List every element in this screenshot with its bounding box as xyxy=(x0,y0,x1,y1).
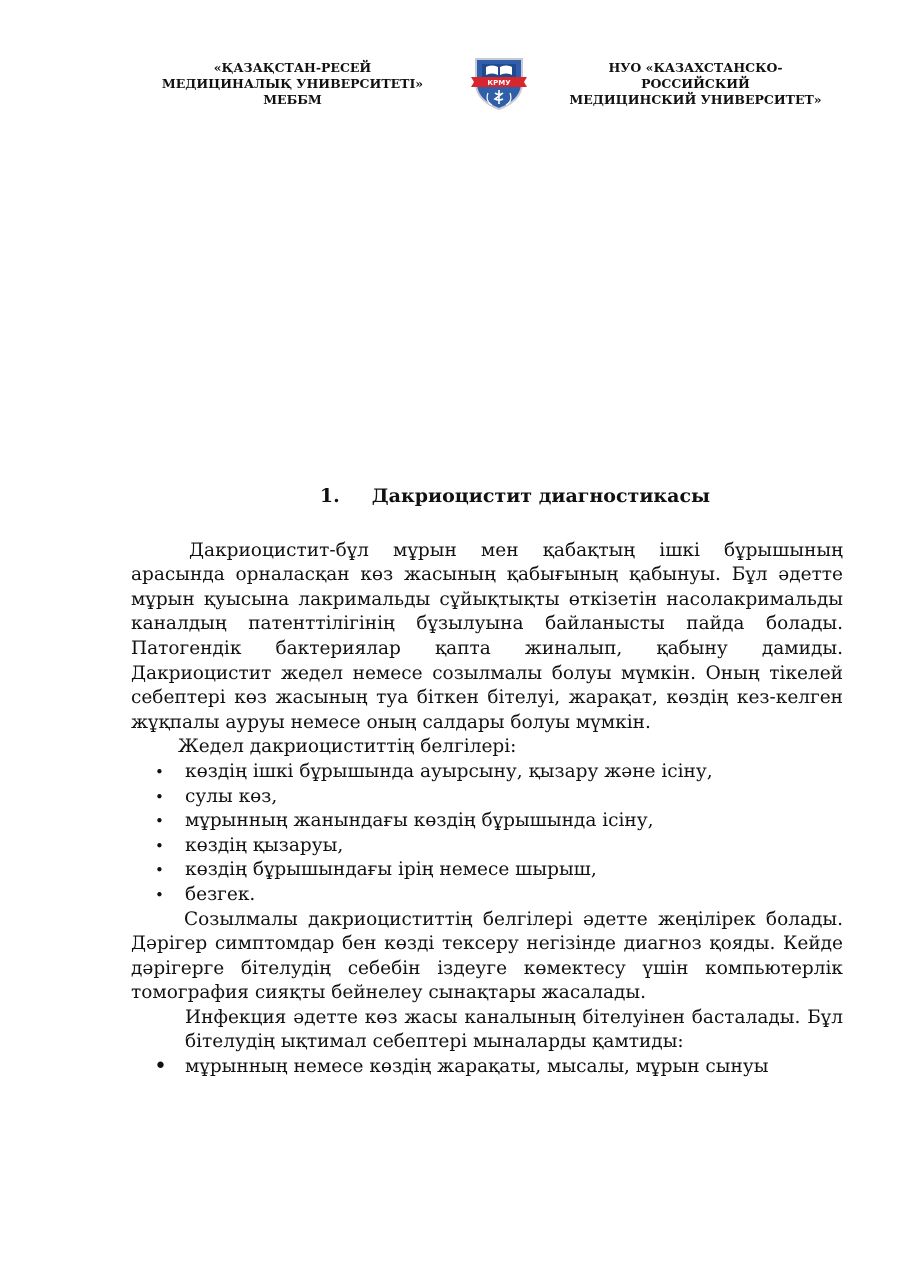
section-number: 1. xyxy=(319,485,340,507)
list-item-text: мұрынның жанындағы көздің бұрышында ісіну, xyxy=(185,810,654,832)
acute-symptoms-list xyxy=(131,760,843,908)
intro-paragraph: Дакриоцистит-бұл мұрын мен қабақтың ішкі бұрышының арасында орналасқан көз жасының қабығының қабынуы. Бұл әдетте мұрын қуысына лакримальды сұйықтықты өткізетін насолакримальды каналдың патенттілігінің бұзылуына байланысты пайда болады. Патогендік бактериялар қапта жиналып, қабыну дамиды. Дакриоцистит жедел немесе созылмалы болуы мүмкін. Оның тікелей себептері көз жасының туа біткен бітелуі, жарақат, көздің кез-келген жұқпалы ауруы немесе оның салдары болуы мүмкін. xyxy=(131,539,843,733)
logo-text: КРМУ xyxy=(487,79,511,87)
bullet-icon: • xyxy=(155,812,164,831)
section-title: Дакриоцистит диагностикасы xyxy=(371,485,711,507)
header-left-line: МЕББМ xyxy=(263,92,322,107)
bullet-icon: • xyxy=(155,885,164,904)
list-item xyxy=(131,809,843,834)
header-right-line: РОССИЙСКИЙ xyxy=(641,76,750,91)
document-body xyxy=(131,484,843,1080)
university-logo xyxy=(468,55,530,111)
bullet-icon: • xyxy=(154,1054,167,1080)
list-item-text: мұрынның немесе көздің жарақаты, мысалы, мұрын сынуы xyxy=(185,1056,769,1078)
list-item xyxy=(131,834,843,859)
header-right-line: МЕДИЦИНСКИЙ УНИВЕРСИТЕТ» xyxy=(569,92,822,107)
causes-list xyxy=(131,1055,843,1080)
list-item-text: көздің ішкі бұрышында ауырсыну, қызару және ісіну, xyxy=(185,760,713,782)
header-right-line: НУО «КАЗАХСТАНСКО- xyxy=(608,60,783,75)
list-item-text: безгек. xyxy=(185,883,256,905)
infection-paragraph: Инфекция әдетте көз жасы каналының бітелуінен басталады. Бұл бітелудің ықтимал себептері мыналарды қамтиды: xyxy=(185,1006,843,1053)
bullet-icon: • xyxy=(155,787,164,806)
list-item xyxy=(131,760,843,785)
list-item-text: сулы көз, xyxy=(185,785,278,807)
list-item xyxy=(131,883,843,908)
list-item-text: көздің бұрышындағы ірің немесе шырыш, xyxy=(185,859,597,881)
header-right-institution xyxy=(548,60,843,108)
chronic-paragraph: Созылмалы дакриоциститтің белгілері әдетте жеңілірек болады. Дәрігер симптомдар бен көзді тексеру негізінде диагноз қояды. Кейде дәрігерге бітелудің себебін іздеуге көмектесу үшін компьютерлік томография сияқты бейнелеу сынақтары жасалады. xyxy=(131,908,843,1004)
bullet-icon: • xyxy=(155,836,164,855)
list-item xyxy=(131,858,843,883)
list-item xyxy=(131,785,843,810)
bullet-icon: • xyxy=(155,861,164,880)
acute-symptoms-intro: Жедел дакриоциститтің белгілері: xyxy=(178,736,517,758)
list-item xyxy=(131,1055,843,1080)
list-item-text: көздің қызаруы, xyxy=(185,834,344,856)
header-left-line: «ҚАЗАҚСТАН-РЕСЕЙ xyxy=(213,60,372,75)
header-left-institution xyxy=(140,60,445,108)
bullet-icon: • xyxy=(155,762,164,781)
section-heading xyxy=(131,484,843,509)
header-left-line: МЕДИЦИНАЛЫҚ УНИВЕРСИТЕТІ» xyxy=(161,76,424,91)
